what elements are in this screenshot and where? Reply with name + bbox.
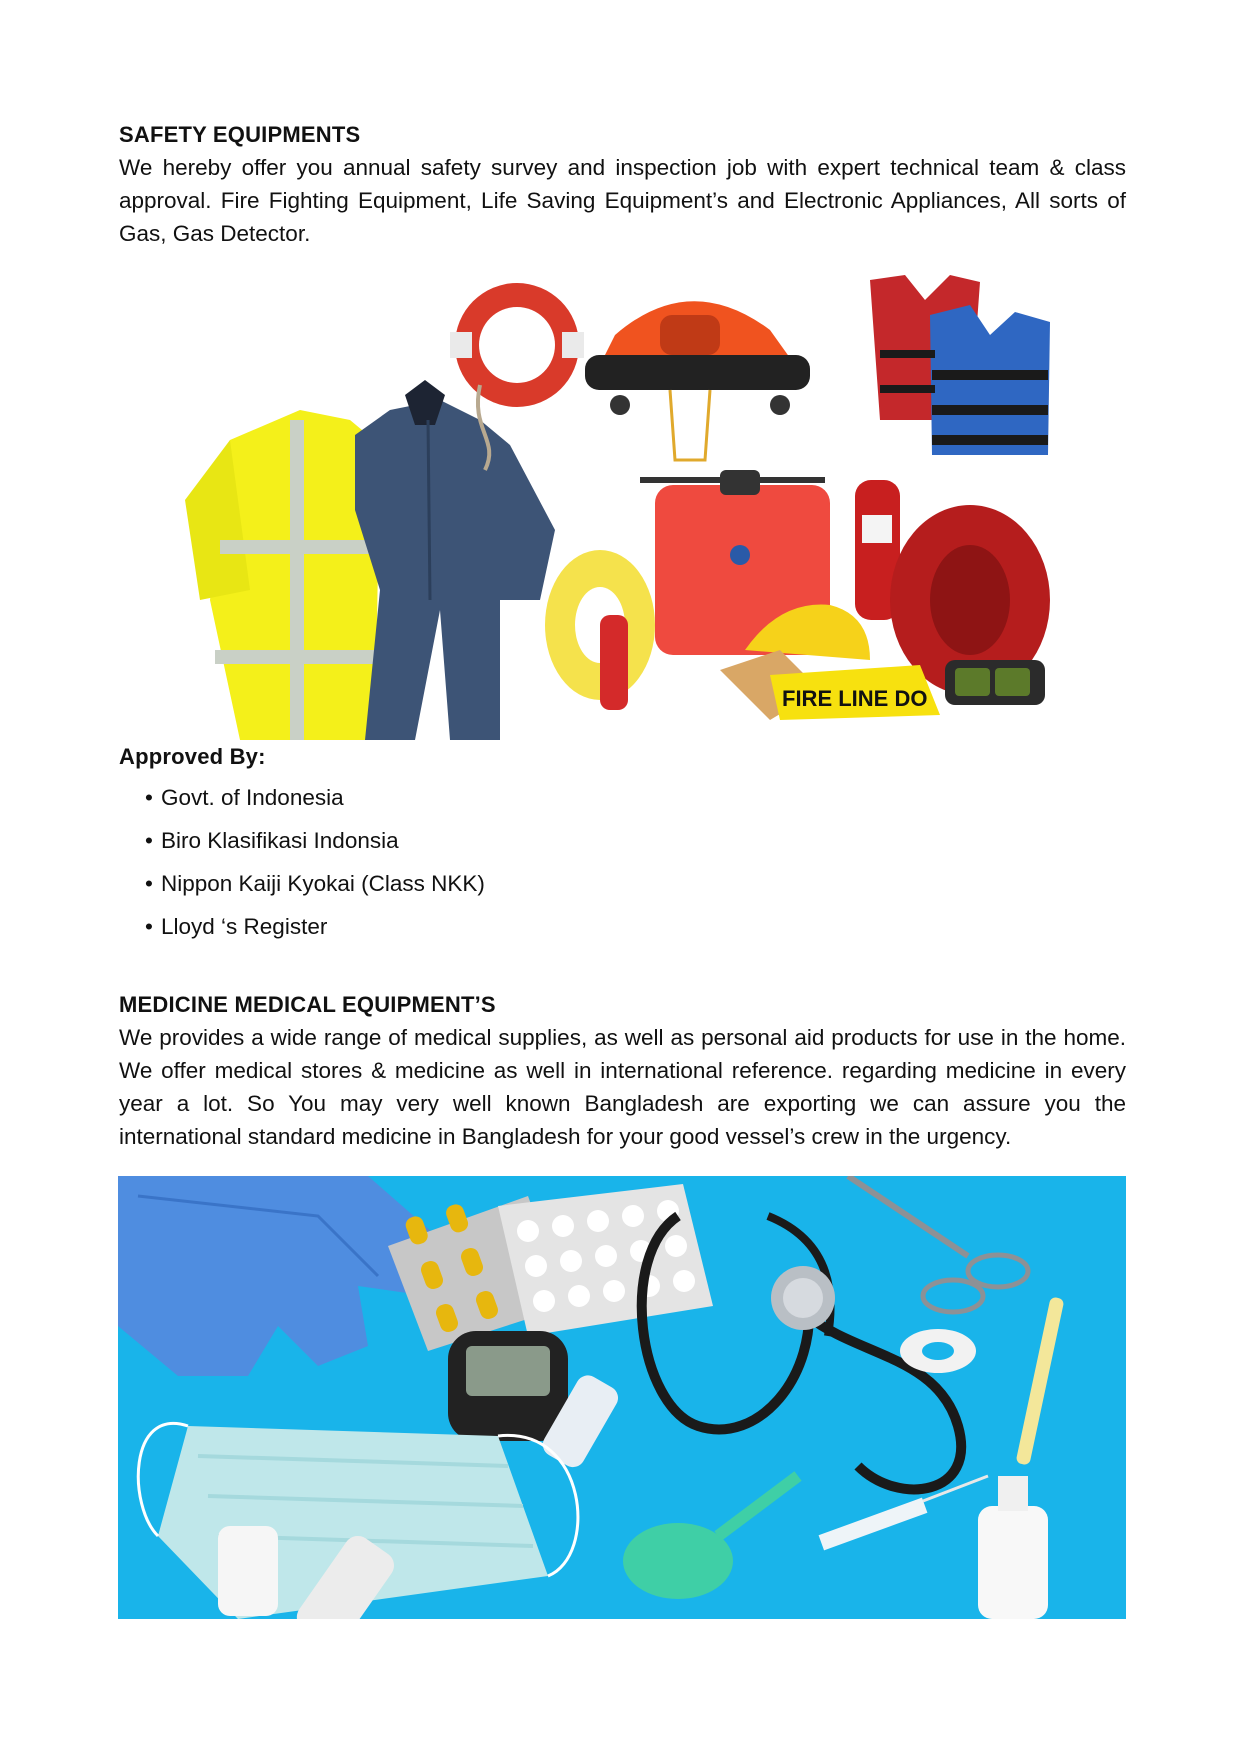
bullet-icon: • [145,828,153,853]
hi-vis-jacket-illustration [185,410,380,740]
approved-item [145,785,344,811]
approved-item [145,828,399,854]
safety-heading: SAFETY EQUIPMENTS [119,122,361,147]
medicine-paragraph: We provides a wide range of medical supplies, as well as personal aid products for use in the home. We offer medical stores & medicine as well in international reference. regarding medicine in every year a lot. So You may very well known Bangladesh are exporting we can assure you the international standard medicine in Bangladesh for your good vessel’s crew in the urgency. [119,1025,1126,1149]
medical-equipment-image [118,1176,1126,1619]
fire-equipment-illustration [545,470,1050,720]
approved-item [145,871,485,897]
bullet-icon: • [145,871,153,896]
life-raft-illustration [585,301,810,460]
approved-item-label: Nippon Kaiji Kyokai (Class NKK) [161,871,485,896]
approved-item-label: Lloyd ‘s Register [161,914,328,939]
safety-paragraph: We hereby offer you annual safety survey and inspection job with expert technical team & class approval. Fire Fighting Equipment, Life Saving Equipment’s and Electronic Appliances, All sorts of Gas, Gas Detector. [119,155,1126,246]
fire-line-tape-text: FIRE LINE DO [782,686,928,711]
life-jackets-illustration [870,275,1050,455]
coverall-illustration [355,380,555,740]
approved-heading: Approved By: [119,744,266,769]
medicine-heading: MEDICINE MEDICAL EQUIPMENT’S [119,992,496,1017]
bullet-icon: • [145,914,153,939]
approved-item-label: Biro Klasifikasi Indonsia [161,828,399,853]
approved-item-label: Govt. of Indonesia [161,785,344,810]
bullet-icon: • [145,785,153,810]
approved-item [145,914,327,940]
safety-equipment-image [180,270,1070,745]
